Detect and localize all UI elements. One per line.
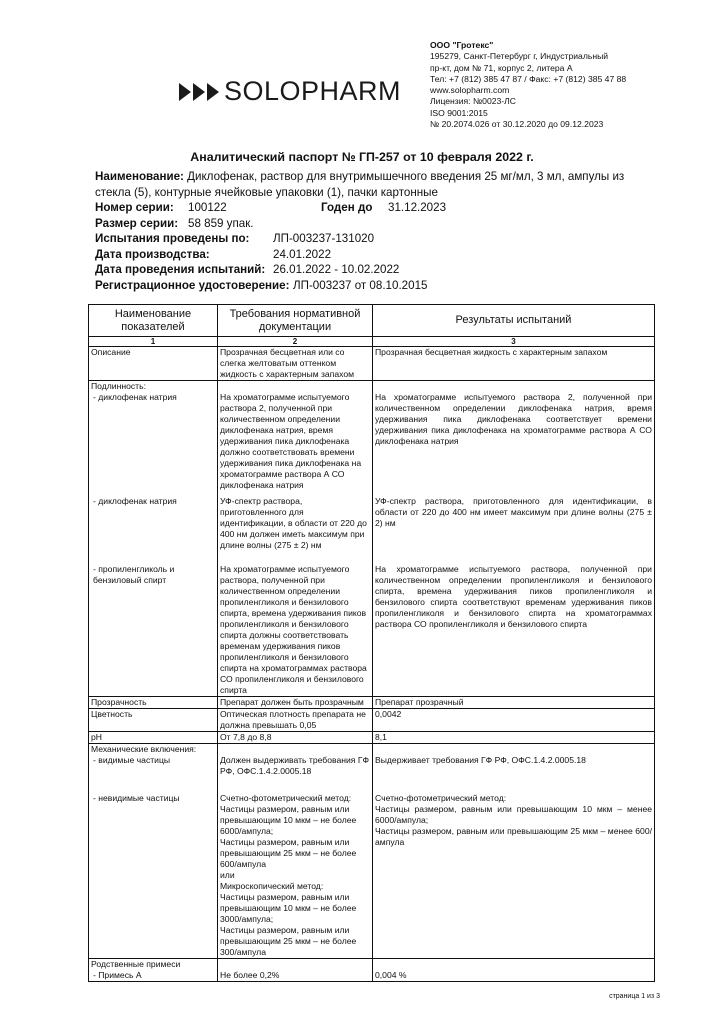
production-date-label: Дата производства: [95,247,210,261]
series-row [95,200,655,216]
header-requirements: Требования нормативной документации [218,305,373,337]
requirement-cell [218,959,373,982]
requirement-cell: Препарат должен быть прозрачным [218,697,373,709]
table-row [89,381,655,697]
company-line: 195279, Санкт-Петербург г, Индустриальный [430,51,609,62]
sub-indicator: - невидимые частицы [93,793,180,803]
company-name: ООО "Гротекс" [430,40,494,50]
sub-indicator: - видимые частицы [93,755,171,765]
company-line: Лицензия: №0023-ЛС [430,96,517,107]
test-date-row [95,262,655,278]
company-line: ISO 9001:2015 [430,107,488,118]
solopharm-logo [179,76,401,107]
document-title: Аналитический паспорт № ГП-257 от 10 февраля 2022 г. [190,150,534,164]
expiry-label: Годен до [321,201,373,214]
result-cell [373,381,655,697]
requirement-cell [218,744,373,959]
result-text: Частицы размером, равным или превышающим 25 мкм – менее 600/ампула [375,826,652,847]
size-label: Размер серии: [95,216,179,230]
company-line: Тел: +7 (812) 385 47 87 / Факс: +7 (812) 385 47 88 [430,73,627,84]
result-text: На хроматограмме испытуемого раствора, полученной при количественном определении пропиленгликоля и бензилового спирта, времена удерживания пиков пропиленгликоля и бензилового спирта соответствуют временам удерживания пиков пропиленгликоля и бензилового спирта на хроматограммах раствора СО пропиленгликоля и бензилового спирта [375,564,652,629]
expiry-value: 31.12.2023 [388,201,447,214]
column-number: 2 [218,337,373,347]
requirement-cell: От 7,8 до 8,8 [218,732,373,744]
requirement-cell: Прозрачная бесцветная или со слегка желтоватым оттенком жидкость с характерным запахом [218,347,373,381]
registration-label: Регистрационное удостоверение: [95,278,290,292]
result-text: Счетно-фотометрический метод: [375,793,507,803]
column-number: 3 [373,337,655,347]
indicator-cell: Цветность [89,709,218,732]
registration-row [95,278,655,294]
product-name-label: Наименование: [95,170,184,183]
result-cell: 8,1 [373,732,655,744]
indicator-cell: Описание [89,347,218,381]
size-row [95,216,655,232]
table-header-row [89,305,655,337]
results-table [88,304,655,982]
header-indicator: Наименование показателей [89,305,218,337]
requirement-cell: Оптическая плотность препарата не должна превышать 0,05 [218,709,373,732]
table-row [89,959,655,982]
indicator-cell: pH [89,732,218,744]
logo-text: SOLOPHARM [224,76,402,106]
section-title: Подлинность: [91,381,146,391]
indicator-cell: Прозрачность [89,697,218,709]
result-cell: Препарат прозрачный [373,697,655,709]
requirement-text: На хроматограмме испытуемого раствора 2, полученной при количественном определении диклофенака натрия, время удерживания пика диклофенака должно соответствовать времени удерживания пика диклофенака на хроматограмме раствора А СО диклофенака натрия [220,392,362,490]
result-cell [373,744,655,959]
tests-label: Испытания проведены по: [95,232,250,245]
requirement-text: Счетно-фотометрический метод: [220,793,352,803]
product-name-row [95,169,655,200]
sub-indicator: - Примесь А [93,970,142,980]
header-results: Результаты испытаний [373,305,655,337]
tests-row [95,231,655,247]
table-row [89,744,655,959]
tests-value: ЛП-003237-131020 [273,232,375,245]
indicator-cell [89,959,218,982]
production-date-row [95,247,655,263]
passport-details [95,169,655,293]
section-title: Родственные примеси [91,959,181,969]
requirement-cell [218,381,373,697]
indicator-cell [89,381,218,697]
sub-indicator: - пропиленгликоль и бензиловый спирт [93,564,175,585]
series-value: 100122 [188,201,227,214]
result-cell [373,959,655,982]
table-column-numbers [89,337,655,347]
series-label: Номер серии: [95,201,174,214]
requirement-text: Частицы размером, равным или превышающим 25 мкм – не более 300/ампула [220,925,357,957]
result-cell: 0,0042 [373,709,655,732]
table-row [89,732,655,744]
sub-indicator: - диклофенак натрия [93,496,177,506]
result-text: На хроматограмме испытуемого раствора 2, полученной при количественном определении диклофенака натрия, время удерживания пика диклофенака соответствует времени удерживания пика диклофенака на хроматограмме раствора А СО диклофенака натрия [375,392,652,446]
requirement-text: Частицы размером, равным или превышающим 10 мкм – не более 3000/ампула; [220,892,357,924]
registration-value: ЛП-003237 от 08.10.2015 [293,278,428,292]
table-row [89,347,655,381]
company-line: № 20.2074.026 от 30.12.2020 до 09.12.2023 [430,119,604,130]
requirement-text: Должен выдерживать требования ГФ РФ, ОФС.1.4.2.0005.18 [220,755,370,776]
test-date-label: Дата проведения испытаний: [95,263,266,276]
product-name-value: Диклофенак, раствор для внутримышечного введения 25 мг/мл, 3 мл, ампулы из стекла (5), контурные ячейковые упаковки (1), пачки картонные [95,170,625,199]
page-number: страница 1 из 3 [609,993,660,1000]
company-line: www.solopharm.com [430,85,510,96]
test-date-value: 26.01.2022 - 10.02.2022 [273,263,400,276]
company-info [430,40,626,130]
result-text: Выдерживает требования ГФ РФ, ОФС.1.4.2.0005.18 [375,755,586,765]
result-text: 0,004 % [375,970,407,980]
requirement-text: Частицы размером, равным или превышающим 10 мкм – не более 6000/ампула; [220,804,357,836]
indicator-cell [89,744,218,959]
requirement-text: Не более 0,2% [220,970,280,980]
table-row [89,709,655,732]
column-number: 1 [89,337,218,347]
production-date-value: 24.01.2022 [273,247,332,261]
requirement-text: Микроскопический метод: [220,881,324,891]
size-value: 58 859 упак. [188,216,254,230]
section-title: Механические включения: [91,744,197,754]
requirement-text: Частицы размером, равным или превышающим 25 мкм – не более 600/ампула [220,837,357,869]
result-text: Частицы размером, равным или превышающим 10 мкм – менее 6000/ампула; [375,804,652,825]
requirement-text: УФ-спектр раствора, приготовленного для идентификации, в области от 220 до 400 нм должен иметь максимум при длине волны (275 ± 2) нм [220,496,367,550]
table-row [89,697,655,709]
sub-indicator: - диклофенак натрия [93,392,177,402]
company-line: пр-кт, дом № 71, корпус 2, литера А [430,62,573,73]
requirement-text: На хроматограмме испытуемого раствора, полученной при количественном определении пропиленгликоля и бензилового спирта, времена удерживания пиков пропиленгликоля и бензилового спирта должны соответствовать временам удерживания пиков пропиленгликоля и бензилового спирта на хроматограммах раствора СО пропиленгликоля и бензилового спирта [220,564,367,695]
requirement-text: или [220,870,235,880]
result-text: УФ-спектр раствора, приготовленного для идентификации, в области от 220 до 400 нм имеет максимум при длине волны (275 ± 2) нм [375,496,652,528]
result-cell: Прозрачная бесцветная жидкость с характерным запахом [373,347,655,381]
solopharm-logo-icon [179,79,219,105]
